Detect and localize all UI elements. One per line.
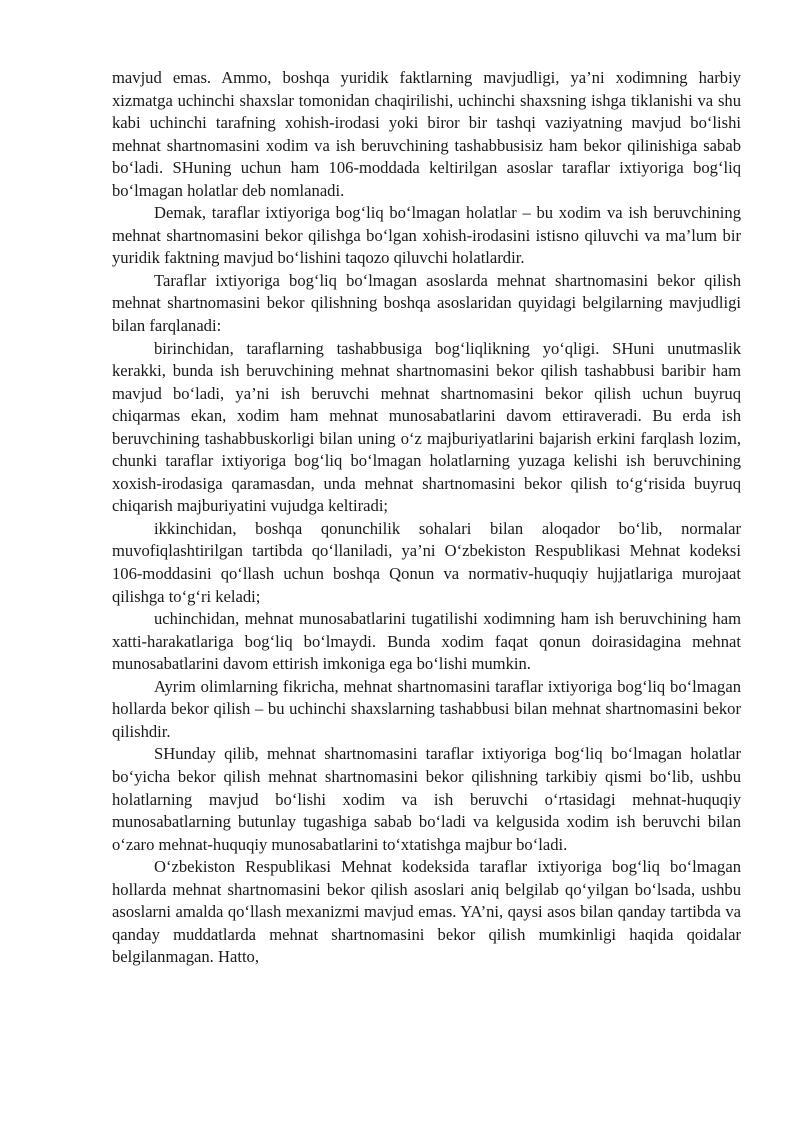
paragraph: Ayrim olimlarning fikricha, mehnat shartnomasini taraflar ixtiyoriga bog‘liq bo‘lmagan hollarda bekor qilish – bu uchinchi shaxslarning tashabbusi bilan mehnat shartnomasini bekor qilishdir. bbox=[112, 676, 741, 741]
paragraph: Taraflar ixtiyoriga bog‘liq bo‘lmagan asoslarda mehnat shartnomasini bekor qilish mehnat shartnomasini bekor qilishning boshqa asoslaridan quyidagi belgilarning mavjudligi bilan farqlanadi: bbox=[112, 270, 741, 336]
list-item-second: ikkinchidan, boshqa qonunchilik sohalari bilan aloqador bo‘lib, normalar muvofiqlashtirilgan tartibda qo‘llaniladi, ya’ni O‘zbekiston Respublikasi Mehnat kodeksi 106-moddasini qo‘llash uchun boshqa Qonun va normativ-huquqiy hujjatlariga murojaat qilishga to‘g‘ri keladi; bbox=[112, 518, 741, 606]
paragraph: Demak, taraflar ixtiyoriga bog‘liq bo‘lmagan holatlar – bu xodim va ish beruvchining mehnat shartnomasini bekor qilishga bo‘lgan xohish-irodasini istisno qiluvchi va ma’lum bir yuridik faktning mavjud bo‘lishini taqozo qiluvchi holatlardir. bbox=[112, 203, 741, 268]
list-item-first: birinchidan, taraflarning tashabbusiga bog‘liqlikning yo‘qligi. SHuni unutmaslik kerakki, bunda ish beruvchining mehnat shartnomasini bekor qilish tashabbusi baribir ham mavjud bo‘ladi, ya’ni ish beruvchi mehnat shartnomasini bekor qilish uchun buyruq chiqarmas ekan, xodim ham mehnat munosabatlarini davom ettiraveradi. Bu erda ish beruvchining tashabbuskorligi bilan uning o‘z majburiyatlarini bajarish erkini farqlash lozim, chunki taraflar ixtiyoriga bog‘liq bo‘lmagan holatlarning yuzaga kelishi ish beruvchining xoxish-irodasiga qaramasdan, unda mehnat shartnomasini bekor qilish to‘g‘risida buyruq chiqarish majburiyatini vujudga keltiradi; bbox=[112, 338, 741, 516]
document-page bbox=[112, 67, 741, 969]
list-item-third: uchinchidan, mehnat munosabatlarini tugatilishi xodimning ham ish beruvchining ham xatti-harakatlariga bog‘liq bo‘lmaydi. Bunda xodim faqat qonun doirasidagina mehnat munosabatlarini davom ettirish imkoniga ega bo‘lishi mumkin. bbox=[112, 609, 741, 674]
paragraph: O‘zbekiston Respublikasi Mehnat kodeksida taraflar ixtiyoriga bog‘liq bo‘lmagan hollarda mehnat shartnomasini bekor qilish asoslari aniq belgilab qo‘yilgan bo‘lsada, ushbu asoslarni amalda qo‘llash mexanizmi mavjud emas. YA’ni, qaysi asos bilan qanday tartibda va qanday muddatlarda mehnat shartnomasini bekor qilish mumkinligi haqida qoidalar belgilanmagan. Hatto, bbox=[112, 857, 741, 967]
paragraph: SHunday qilib, mehnat shartnomasini taraflar ixtiyoriga bog‘liq bo‘lmagan holatlar bo‘yicha bekor qilish mehnat shartnomasini bekor qilishning tarkibiy qismi bo‘lib, ushbu holatlarning mavjud bo‘lishi xodim va ish beruvchi o‘rtasidagi mehnat-huquqiy munosabatlarning butunlay tugashiga sabab bo‘ladi va kelgusida xodim ish beruvchi bilan o‘zaro mehnat-huquqiy munosabatlarini to‘xtatishga majbur bo‘ladi. bbox=[112, 744, 741, 854]
paragraph-continuation: mavjud emas. Ammo, boshqa yuridik faktlarning mavjudligi, ya’ni xodimning harbiy xizmatga uchinchi shaxslar tomonidan chaqirilishi, uchinchi shaxsning ishga tiklanishi va shu kabi uchinchi tarafning xohish-irodasi yoki biror bir tashqi vaziyatning mavjud bo‘lishi mehnat shartnomasini xodim va ish beruvchining tashabbusisiz ham bekor qilinishiga sabab bo‘ladi. SHuning uchun ham 106-moddada keltirilgan asoslar taraflar ixtiyoriga bog‘liq bo‘lmagan holatlar deb nomlanadi. bbox=[112, 68, 741, 200]
